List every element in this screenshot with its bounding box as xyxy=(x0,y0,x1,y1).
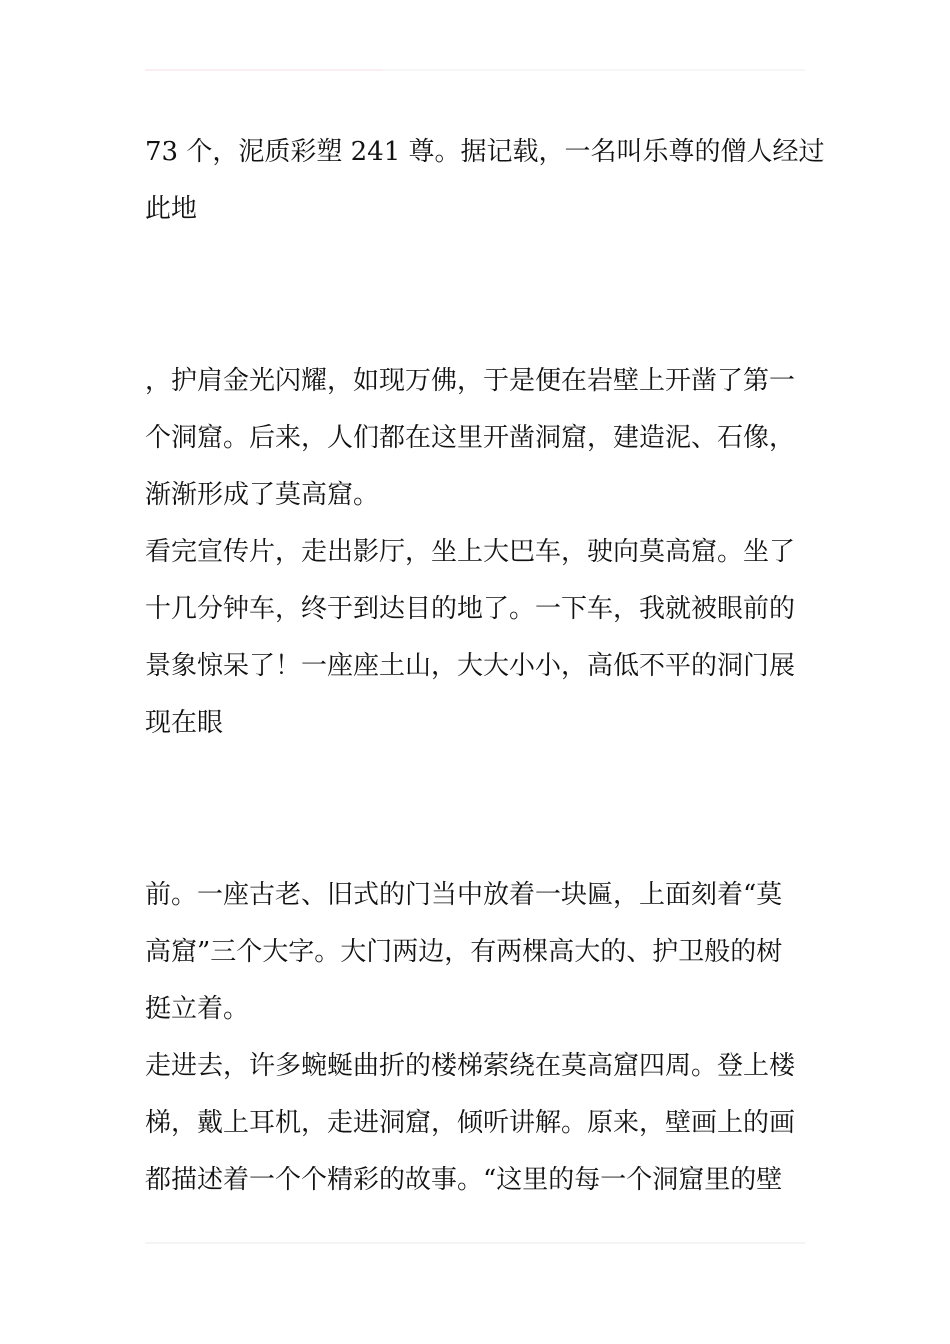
text-line: 都描述着一个个精彩的故事。“这里的每一个洞窟里的壁 xyxy=(145,1165,783,1195)
text-line: 梯，戴上耳机，走进洞窟，倾听讲解。原来，壁画上的画 xyxy=(145,1108,796,1138)
header-rule xyxy=(145,69,805,71)
text-line: 个洞窟。后来，人们都在这里开凿洞窟，建造泥、石像， xyxy=(145,423,796,453)
text-line: 挺立着。 xyxy=(145,994,250,1024)
text-line: 高窟”三个大字。大门两边，有两棵高大的、护卫般的树 xyxy=(145,937,783,967)
text-line: 渐渐形成了莫高窟。 xyxy=(145,480,380,510)
text-line: 十几分钟车，终于到达目的地了。一下车，我就被眼前的 xyxy=(145,594,796,624)
footer-rule xyxy=(145,1242,805,1244)
text-line: 现在眼 xyxy=(145,708,224,738)
text-line: 前。一座古老、旧式的门当中放着一块匾，上面刻着“莫 xyxy=(145,880,783,910)
text-line: 走进去，许多蜿蜒曲折的楼梯萦绕在莫高窟四周。登上楼 xyxy=(145,1051,796,1081)
text-line: 看完宣传片，走出影厅，坐上大巴车，驶向莫高窟。坐了 xyxy=(145,537,796,567)
text-line: 景象惊呆了！一座座土山，大大小小，高低不平的洞门展 xyxy=(145,651,796,681)
text-line: 73 个，泥质彩塑 241 尊。据记载，一名叫乐尊的僧人经过 xyxy=(145,137,825,167)
text-line: ，护肩金光闪耀，如现万佛，于是便在岩壁上开凿了第一 xyxy=(145,366,796,396)
text-line: 此地 xyxy=(145,194,198,224)
